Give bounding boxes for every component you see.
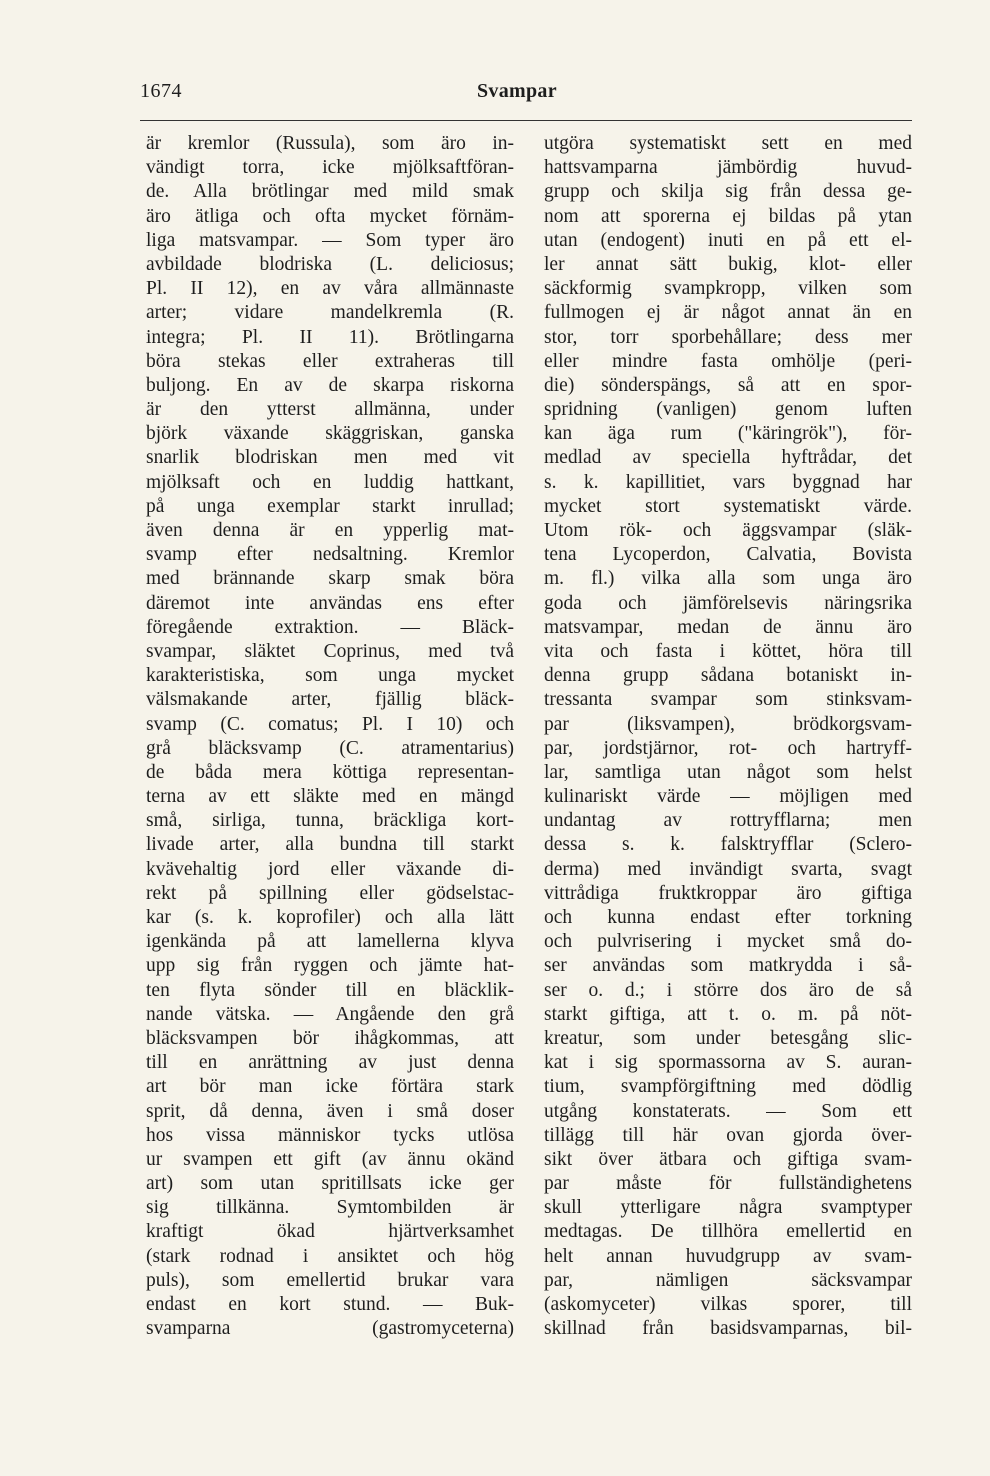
text-line: undantag av rottryfflarna; men <box>544 810 912 832</box>
text-line: kulinariskt värde — möjligen med <box>544 786 912 808</box>
text-line: svamp efter nedsaltning. Kremlor <box>146 544 514 566</box>
text-line: böra stekas eller extraheras till <box>146 350 514 372</box>
text-line: medtagas. De tillhöra emellertid en <box>544 1221 912 1243</box>
header-rule <box>140 120 912 121</box>
text-line: de. Alla brötlingar med mild smak <box>146 181 514 203</box>
text-line: hos vissa människor tycks utlösa <box>146 1124 514 1146</box>
text-line: buljong. En av de skarpa riskorna <box>146 374 514 396</box>
text-line: kar (s. k. koprofiler) och alla lätt <box>146 907 514 928</box>
text-line: vittrådiga fruktkroppar äro giftiga <box>544 882 912 904</box>
text-line: små, sirliga, tunna, bräckliga kort- <box>146 810 514 832</box>
text-line: matsvampar, medan de ännu äro <box>544 616 912 638</box>
text-line: kraftigt ökad hjärtverksamhet <box>146 1221 514 1243</box>
text-line: och kunna endast efter torkning <box>544 907 912 928</box>
text-line: sig tillkänna. Symtombilden är <box>146 1197 514 1219</box>
text-line: kvävehaltig jord eller växande di- <box>146 858 514 880</box>
text-line: är den ytterst allmänna, under <box>146 399 514 421</box>
text-line: till en anrättning av just denna <box>146 1052 514 1074</box>
running-title: Svampar <box>477 80 557 102</box>
text-line: sikt över ätbara och giftiga svam- <box>544 1148 912 1170</box>
text-line: även denna är en ypperlig mat- <box>146 520 514 541</box>
text-line: arter; vidare mandelkremla (R. <box>146 302 514 324</box>
text-line: grå bläcksvamp (C. atramentarius) <box>146 737 514 759</box>
text-line: derma) med invändigt svarta, svagt <box>544 858 912 880</box>
text-line: par, nämligen säcksvampar <box>544 1269 912 1291</box>
text-line: utgöra systematiskt sett en med <box>544 133 912 154</box>
text-line: integra; Pl. II 11). Brötlingarna <box>146 326 514 348</box>
text-line: de båda mera köttiga representan- <box>146 761 514 783</box>
text-line: goda och jämförelsevis näringsrika <box>544 592 912 614</box>
text-line: ur svampen ett gift (av ännu okänd <box>146 1148 514 1170</box>
text-line: på unga exemplar starkt inrullad; <box>146 495 514 517</box>
text-line: par måste för fullständighetens <box>544 1173 912 1195</box>
text-line: igenkända på att lamellerna klyva <box>146 931 514 953</box>
left-text-column <box>146 132 514 1341</box>
text-line: tressanta svampar som stinksvam- <box>544 689 912 711</box>
text-line: endast en kort stund. — Buk- <box>146 1294 514 1315</box>
text-line: lar, samtliga utan något som helst <box>544 761 912 783</box>
text-line: Pl. II 12), en av våra allmännaste <box>146 278 514 300</box>
text-line: spridning (vanligen) genom luften <box>544 399 912 421</box>
text-line: kreatur, som under betesgång slic- <box>544 1027 912 1049</box>
text-line: denna grupp sådana botaniskt in- <box>544 665 912 687</box>
text-line: rekt på spillning eller gödselstac- <box>146 882 514 904</box>
text-line: medlad av speciella hyftrådar, det <box>544 447 912 469</box>
text-line: snarlik blodriskan men med vit <box>146 447 514 469</box>
text-line: skull ytterligare några svamptyper <box>544 1197 912 1219</box>
text-line: svamparna (gastromyceterna) <box>146 1318 514 1340</box>
text-line: vita och fasta i köttet, höra till <box>544 640 912 662</box>
text-line: utgång konstaterats. — Som ett <box>544 1100 912 1122</box>
text-line: Utom rök- och äggsvampar (släk- <box>544 520 912 541</box>
text-line: puls), som emellertid brukar vara <box>146 1269 514 1291</box>
text-line: terna av ett släkte med en mängd <box>146 786 514 808</box>
text-line: eller mindre fasta omhölje (peri- <box>544 350 912 372</box>
text-line: helt annan huvudgrupp av svam- <box>544 1245 912 1267</box>
text-line: vändigt torra, icke mjölksaftföran- <box>146 157 514 179</box>
text-line: tium, svampförgiftning med dödlig <box>544 1076 912 1098</box>
text-line: ler annat sätt bukig, klot- eller <box>544 253 912 275</box>
text-line: svampar, släktet Coprinus, med två <box>146 640 514 662</box>
text-line: par, jordstjärnor, rot- och hartryff- <box>544 737 912 759</box>
text-line: björk växande skäggriskan, ganska <box>146 423 514 445</box>
text-line: sprit, då denna, även i små doser <box>146 1100 514 1122</box>
text-line: kat i sig spormassorna av S. auran- <box>544 1052 912 1074</box>
text-line: grupp och skilja sig från dessa ge- <box>544 181 912 203</box>
text-line: fullmogen ej är något annat än en <box>544 302 912 324</box>
text-line: föregående extraktion. — Bläck- <box>146 616 514 638</box>
text-line: stor, torr sporbehållare; dess mer <box>544 326 912 348</box>
right-text-column <box>544 132 912 1341</box>
text-line: äro ätliga och ofta mycket förnäm- <box>146 205 514 227</box>
text-line: hattsvamparna jämbördig huvud- <box>544 157 912 179</box>
text-line: skillnad från basidsvamparnas, bil- <box>544 1318 912 1340</box>
text-line: (stark rodnad i ansiktet och hög <box>146 1245 514 1267</box>
text-line: ser o. d.; i större dos äro de så <box>544 979 912 1001</box>
text-line: karakteristiska, som unga mycket <box>146 665 514 687</box>
page-number: 1674 <box>140 80 182 102</box>
text-line: bläcksvampen bör ihågkommas, att <box>146 1027 514 1049</box>
text-line: svamp (C. comatus; Pl. I 10) och <box>146 713 514 735</box>
text-line: upp sig från ryggen och jämte hat- <box>146 955 514 977</box>
text-line: mycket stort systematiskt värde. <box>544 495 912 517</box>
text-line: nom att sporerna ej bildas på ytan <box>544 205 912 227</box>
text-line: kan äga rum ("käringrök"), för- <box>544 423 912 445</box>
text-line: säckformig svampkropp, vilken som <box>544 278 912 300</box>
text-line: är kremlor (Russula), som äro in- <box>146 133 514 154</box>
text-line: tillägg till här ovan gjorda över- <box>544 1124 912 1146</box>
text-line: die) sönderspängs, så att en spor- <box>544 374 912 396</box>
text-line: med brännande skarp smak böra <box>146 568 514 590</box>
text-line: däremot inte användas ens efter <box>146 592 514 614</box>
text-line: livade arter, alla bundna till starkt <box>146 834 514 856</box>
text-line: art) som utan spritillsats icke ger <box>146 1173 514 1195</box>
text-line: tena Lycoperdon, Calvatia, Bovista <box>544 544 912 566</box>
text-line: nande vätska. — Angående den grå <box>146 1003 514 1025</box>
text-line: och pulvrisering i mycket små do- <box>544 931 912 953</box>
text-line: mjölksaft och en luddig hattkant, <box>146 471 514 493</box>
text-line: ten flyta sönder till en bläcklik- <box>146 979 514 1001</box>
text-line: dessa s. k. falsktryfflar (Sclero- <box>544 834 912 856</box>
text-line: starkt giftiga, att t. o. m. på nöt- <box>544 1003 912 1025</box>
text-line: art bör man icke förtära stark <box>146 1076 514 1098</box>
text-line: s. k. kapillitiet, vars byggnad har <box>544 471 912 493</box>
text-line: liga matsvampar. — Som typer äro <box>146 229 514 251</box>
text-line: välsmakande arter, fjällig bläck- <box>146 689 514 711</box>
text-line: ser användas som matkrydda i så- <box>544 955 912 977</box>
text-line: par (liksvampen), brödkorgsvam- <box>544 713 912 735</box>
text-line: m. fl.) vilka alla som unga äro <box>544 568 912 590</box>
text-line: (askomyceter) vilkas sporer, till <box>544 1294 912 1315</box>
text-line: avbildade blodriska (L. deliciosus; <box>146 253 514 275</box>
text-line: utan (endogent) inuti en på ett el- <box>544 229 912 251</box>
